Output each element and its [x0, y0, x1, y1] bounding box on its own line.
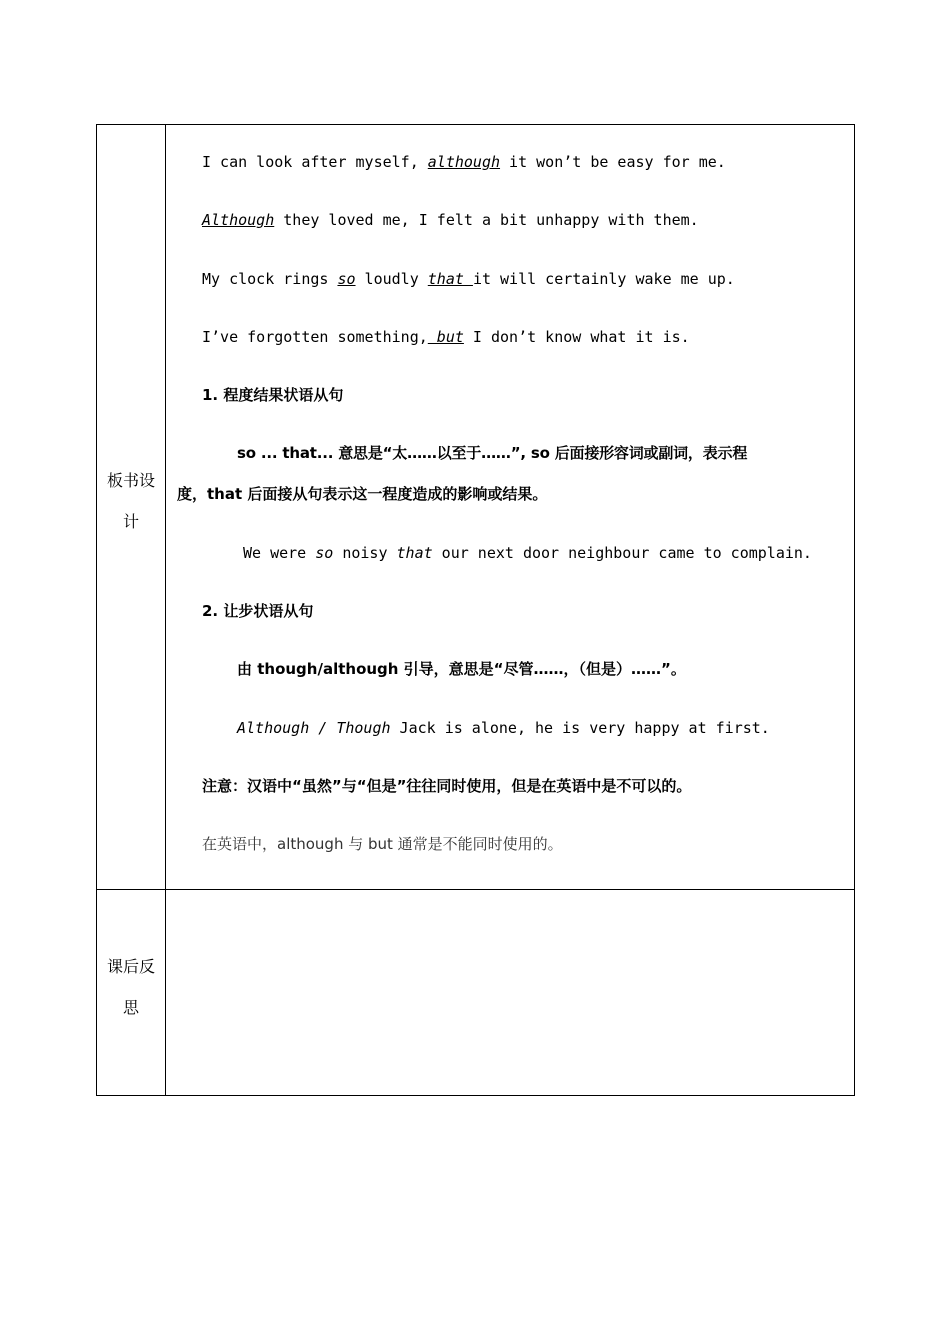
- reflection-label-line1: 课后反: [106, 957, 155, 976]
- sentence-text: noisy: [333, 544, 397, 562]
- heading-concession-clause: 2. 让步状语从句: [202, 602, 314, 620]
- board-design-label-line1: 板书设: [106, 471, 155, 490]
- sentence-text: I don’t know what it is.: [463, 328, 690, 346]
- conjunction-keyword: although: [427, 153, 501, 171]
- sentence-text: Jack is alone, he is very happy at first.: [390, 719, 770, 737]
- column-divider: [165, 125, 166, 1095]
- explanation-though: 由 though/although 引导，意思是“尽管……，（但是）……”。: [237, 660, 686, 678]
- lesson-table: [96, 124, 855, 1096]
- reflection-label-line2: 思: [122, 998, 139, 1017]
- heading-result-clause: 1. 程度结果状语从句: [202, 386, 344, 404]
- sentence-text: they loved me, I felt a bit unhappy with them.: [274, 211, 699, 229]
- sentence-text: I’ve forgotten something,: [202, 328, 428, 346]
- board-design-label-line2: 计: [122, 512, 139, 531]
- example-sentence-2: [202, 210, 699, 230]
- sentence-text: loudly: [355, 270, 428, 288]
- conjunction-keyword: Although / Though: [237, 719, 391, 737]
- board-design-label: [97, 460, 165, 542]
- sentence-text: We were: [243, 544, 316, 562]
- sentence-text: I can look after myself,: [202, 153, 428, 171]
- example-although-though: [237, 718, 770, 738]
- example-sentence-1: [202, 152, 726, 172]
- reflection-label: [97, 946, 165, 1028]
- conjunction-keyword: Although: [202, 211, 275, 229]
- conjunction-keyword: that: [427, 270, 473, 288]
- conjunction-keyword: that: [396, 544, 433, 562]
- conjunction-keyword: so: [315, 544, 334, 562]
- sentence-text: our next door neighbour came to complain.: [432, 544, 812, 562]
- note-text: 注意：汉语中“虽然”与“但是”往往同时使用，但是在英语中是不可以的。: [202, 777, 692, 795]
- explanation-so-that-line2: 度，that 后面接从句表示这一程度造成的影响或结果。: [177, 485, 548, 503]
- conjunction-keyword: but: [427, 328, 464, 346]
- row-divider: [97, 889, 854, 890]
- note-detail-text: 在英语中，although 与 but 通常是不能同时使用的。: [202, 835, 563, 853]
- conjunction-keyword: so: [337, 270, 356, 288]
- example-sentence-3: [202, 269, 735, 289]
- explanation-so-that-line1: so ... that... 意思是“太……以至于……”, so 后面接形容词或副词，表示程: [237, 444, 748, 462]
- sentence-text: it won’t be easy for me.: [500, 153, 726, 171]
- sentence-text: it will certainly wake me up.: [472, 270, 735, 288]
- example-sentence-4: [202, 327, 690, 347]
- sentence-text: My clock rings: [202, 270, 338, 288]
- example-so-that: [243, 543, 812, 563]
